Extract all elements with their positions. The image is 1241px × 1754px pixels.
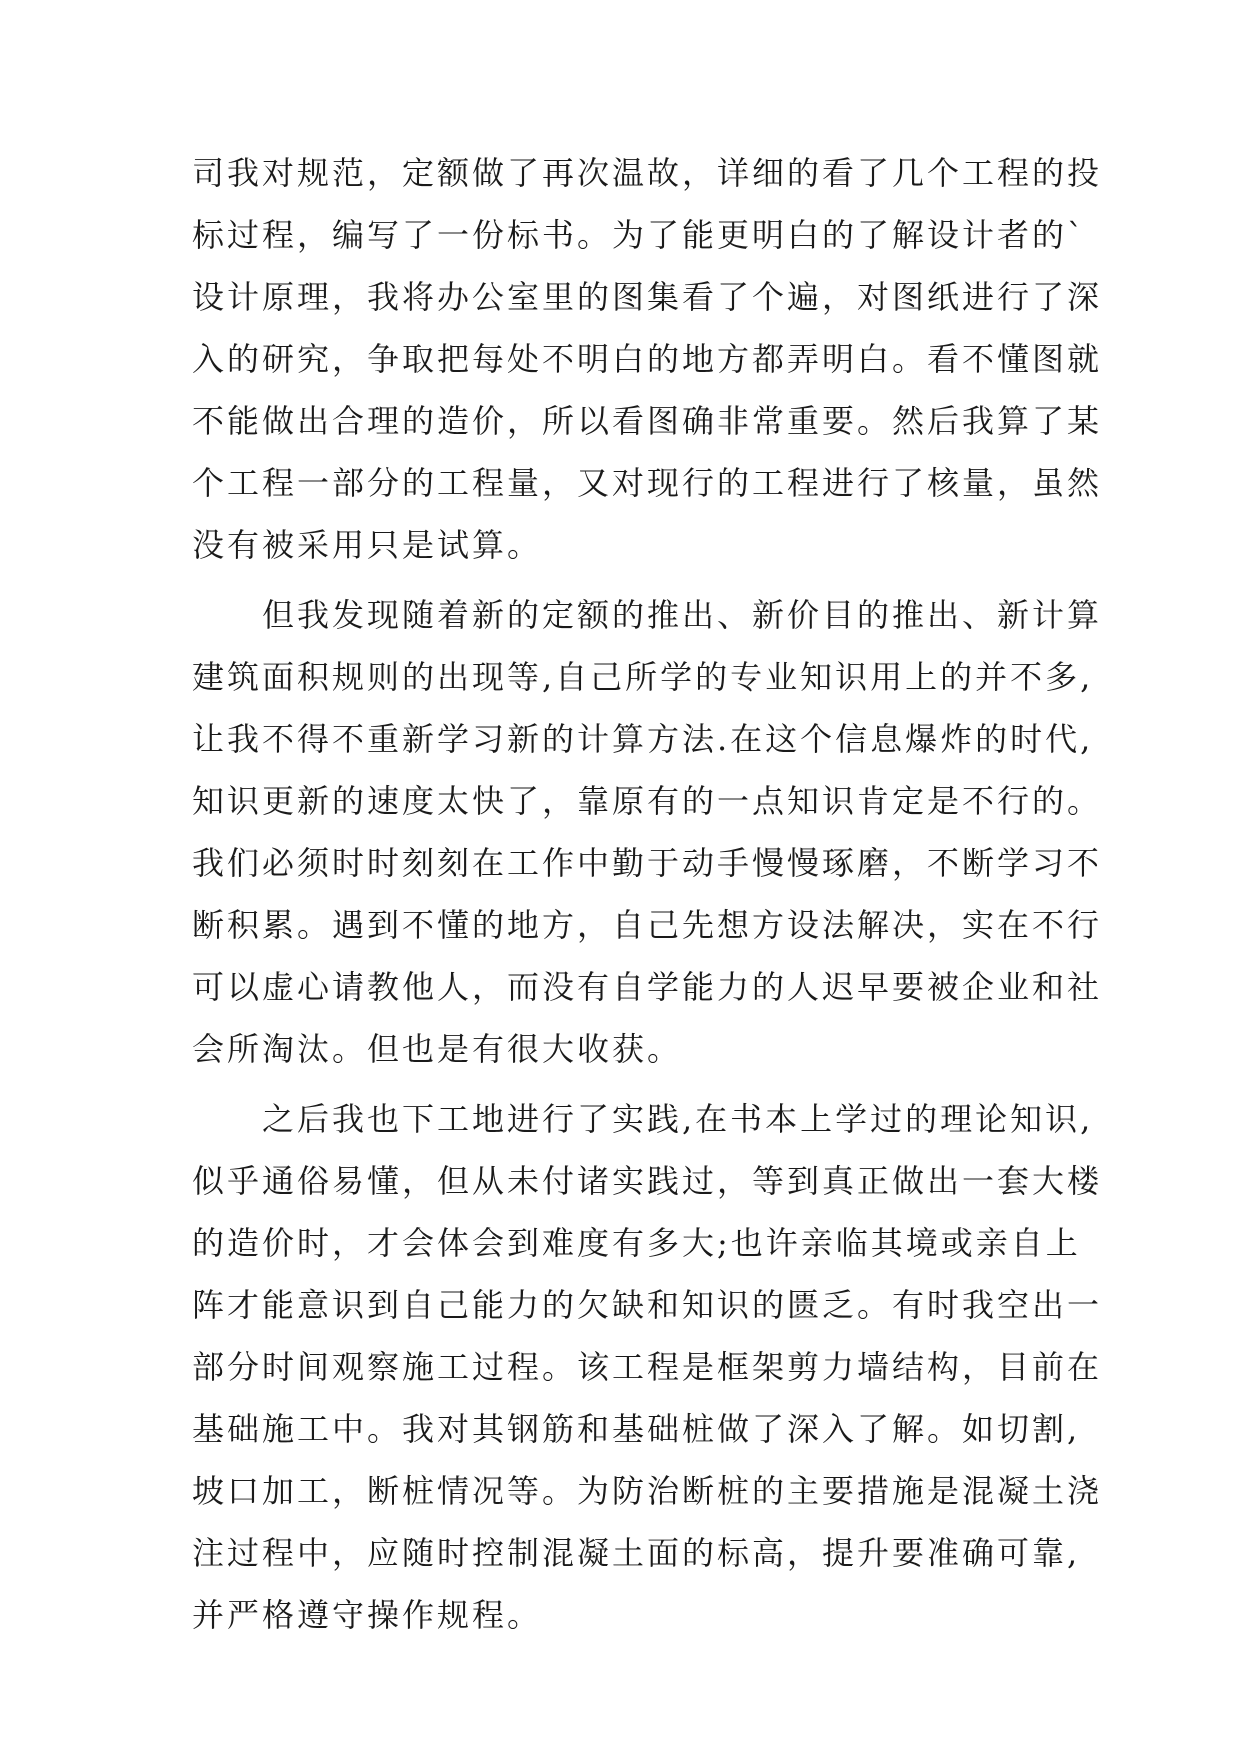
paragraph-2	[192, 584, 1103, 1080]
text-line: 不能做出合理的造价，所以看图确非常重要。然后我算了某	[192, 402, 1103, 440]
text-line: 没有被采用只是试算。	[192, 526, 543, 564]
text-line: 让我不得不重新学习新的计算方法.在这个信息爆炸的时代,	[192, 720, 1094, 758]
text-line: 会所淘汰。但也是有很大收获。	[192, 1030, 683, 1068]
text-line: 设计原理，我将办公室里的图集看了个遍，对图纸进行了深	[192, 278, 1103, 316]
text-line: 似乎通俗易懂，但从未付诸实践过，等到真正做出一套大楼	[192, 1162, 1103, 1200]
paragraph-spacing	[192, 1080, 1072, 1088]
text-line: 但我发现随着新的定额的推出、新价目的推出、新计算	[192, 596, 1103, 634]
text-line: 基础施工中。我对其钢筋和基础桩做了深入了解。如切割,	[192, 1410, 1081, 1448]
text-line: 建筑面积规则的出现等,自己所学的专业知识用上的并不多,	[192, 658, 1094, 696]
text-line: 的造价时，才会体会到难度有多大;也许亲临其境或亲自上	[192, 1224, 1081, 1262]
paragraph-3	[192, 1088, 1103, 1646]
text-line: 坡口加工，断桩情况等。为防治断桩的主要措施是混凝土浇	[192, 1472, 1103, 1510]
text-line: 我们必须时时刻刻在工作中勤于动手慢慢琢磨，不断学习不	[192, 844, 1103, 882]
text-line: 并严格遵守操作规程。	[192, 1596, 543, 1634]
paragraph-1	[192, 142, 1103, 576]
text-line: 司我对规范，定额做了再次温故，详细的看了几个工程的投	[192, 154, 1103, 192]
text-line: 断积累。遇到不懂的地方，自己先想方设法解决，实在不行	[192, 906, 1103, 944]
text-line: 知识更新的速度太快了，靠原有的一点知识肯定是不行的。	[192, 782, 1103, 820]
text-line: 注过程中，应随时控制混凝土面的标高，提升要准确可靠,	[192, 1534, 1081, 1572]
text-line: 个工程一部分的工程量，又对现行的工程进行了核量，虽然	[192, 464, 1103, 502]
text-line: 部分时间观察施工过程。该工程是框架剪力墙结构，目前在	[192, 1348, 1103, 1386]
text-line: 标过程，编写了一份标书。为了能更明白的了解设计者的`	[192, 216, 1087, 254]
text-line: 入的研究，争取把每处不明白的地方都弄明白。看不懂图就	[192, 340, 1103, 378]
text-line: 之后我也下工地进行了实践,在书本上学过的理论知识,	[192, 1100, 1094, 1138]
paragraph-spacing	[192, 576, 1072, 584]
text-line: 阵才能意识到自己能力的欠缺和知识的匮乏。有时我空出一	[192, 1286, 1103, 1324]
text-line: 可以虚心请教他人，而没有自学能力的人迟早要被企业和社	[192, 968, 1103, 1006]
body-text	[192, 142, 1103, 1646]
